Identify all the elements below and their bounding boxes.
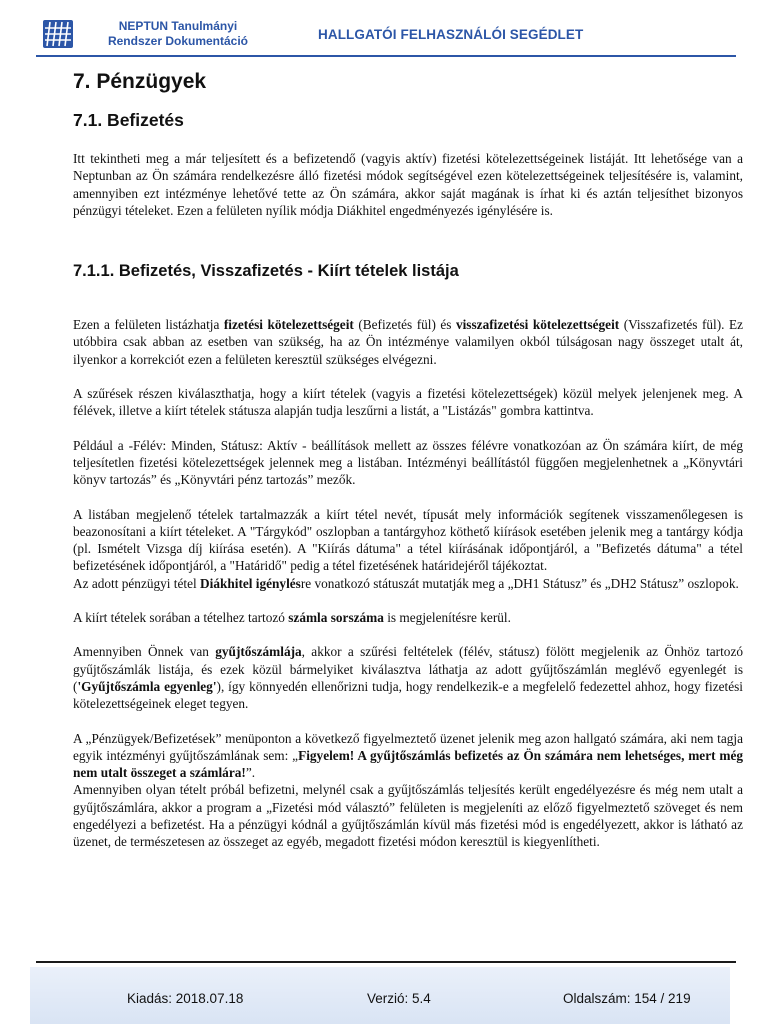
text-run: A kiírt tételek sorában a tételhez tartozó [73, 610, 289, 626]
page-content [73, 64, 743, 851]
version-number: Verzió: 5.4 [367, 991, 431, 1006]
paragraph-payment-mode: Amennyiben olyan tételt próbál befizetni, melynél csak a gyűjtőszámlás teljesítés került engedélyezésre és még nem utalt a gyűjtőszámlára, akkor a program a „Fizetési mód választó” felületen is megjeleníti az előző figyelmeztető szöveget és nem engedélyezi a befizetést. Ha a pénzügyi kódnál a gyűjtőszámlán kívül más fizetési mód is engedélyezett, akkor is látható az üzenet, de természetesen az összeget az egyéb, megadott fizetési módon keresztül is kiegyenlítheti. [73, 782, 743, 850]
intro-paragraph: Itt tekintheti meg a már teljesített és a befizetendő (vagyis aktív) fizetési kötelezettségeinek listáját. Itt lehetősége van a Neptunban az Ön számára rendelkezésre álló fizetési módok segítségével ezen kötelezettségeinek teljesítésére is, valamint, amennyiben ezt intézménye lehetővé tette az Ön számára, akkor saját magának is írhat ki és aztán teljesíthet bizonyos pénzügyi tételeket. Ezen a felületen nyílik módja Diákhitel engedményezés igénylésére is. [73, 151, 743, 218]
issue-date: Kiadás: 2018.07.18 [127, 991, 244, 1006]
paragraph-warning [73, 730, 743, 782]
text-run: ), így könnyedén ellenőrizni tudja, hogy rendelkezik-e a megfelelő fedezettel ahhoz, hogy fizetési kötelezettségeinek eleget tegyen. [73, 678, 743, 712]
bold-text: számla sorszáma [288, 610, 384, 626]
paragraph-filters: A szűrések részen kiválaszthatja, hogy a kiírt tételek (vagyis a fizetési kötelezettségek) közül melyek jelenjenek meg. A félévek, illetve a kiírt tételek státusza alapján tudja leszűrni a listát, a "Listázás" gombra kattintva. [73, 386, 743, 419]
text-run: (Visszafizetés fül). Ez utóbbira csak abban az esetben van szükség, ha az Ön intézménye valamilyen okból túlságosan nagy összeget utalt át, ilyenkor a korrekciót ezen a felületen keresztül szükséges elvégezni. [73, 317, 743, 367]
bold-text: Diákhitel igénylés [200, 575, 301, 591]
paragraph-columns: A listában megjelenő tételek tartalmazzák a kiírt tétel nevét, típusát mely információk segítenek visszamenőlegesen is beazonosítani a kiírt tételeket. A "Tárgykód" oszlopban a tantárgyhoz köthető kiírások esetében jelenik meg a tantárgy kódja (pl. Ismételt Vizsga díj kiírása esetén). A "Kiírás dátuma" a tétel kiírásának időpontjáról, a "Befizetés dátuma" a tétel befizetésének időpontjáról, a "Határidő" pedig a tétel fizetésének határidejéről tájékoztat. [73, 506, 743, 574]
bold-text: visszafizetési kötelezettségeit [455, 317, 620, 333]
footer-divider [36, 961, 736, 963]
bold-text: gyűjtőszámlája [215, 644, 302, 660]
neptun-logo-icon [42, 19, 74, 49]
page-footer [30, 967, 730, 1024]
text-run: , akkor a szűrési feltételek (félév, státusz) fölött megjelenik az Önhöz tartozó gyűjtőszámlák listája, és ezek közül bármelyiket kiválasztva láthatja az adott gyűjtőszámlán meglévő egyenlegét is ( [73, 644, 744, 694]
paragraph-invoice [73, 609, 743, 626]
text-run: is megjelenítésre kerül. [383, 610, 511, 626]
paragraph-listing [73, 316, 743, 368]
text-run: ”. [245, 765, 256, 781]
text-run: Ezen a felületen listázhatja [73, 317, 224, 333]
page-number: Oldalszám: 154 / 219 [563, 991, 691, 1006]
text-run: Amennyiben Önnek van [73, 644, 216, 660]
text-run: Az adott pénzügyi tétel [73, 575, 201, 591]
paragraph-dh-status [73, 575, 743, 592]
bold-text: 'Gyűjtőszámla egyenleg' [77, 678, 217, 694]
bold-text: Figyelem! A gyűjtőszámlás befizetés az Ön számára nem lehetséges, mert még nem utalt összeget a számlára! [73, 747, 744, 781]
page-header [0, 0, 770, 62]
text-run: re vonatkozó státuszát mutatják meg a „DH1 Státusz” és „DH2 Státusz” oszlopok. [300, 575, 739, 591]
bold-text: fizetési kötelezettségeit [223, 317, 354, 333]
brand-name [88, 19, 268, 49]
header-divider [36, 55, 736, 57]
text-run: A „Pénzügyek/Befizetések” menüponton a következő figyelmeztető üzenet jelenik meg azon hallgató számára, aki nem tagja egyik intézményi gyűjtőszámlának sem: „ [73, 730, 743, 763]
paragraph-example: Például a -Félév: Minden, Státusz: Aktív - beállítások mellett az összes félévre vonatkozóan az Ön számára kiírt, de még teljesítetlen fizetési kötelezettségek jelennek meg a listában. Intézményi beállítástól függően megjelenhetnek a „Könyvtári könyv tartozás” és „Könyvtári pénz tartozás” mezők. [73, 437, 743, 488]
subsection-heading: 7.1.1. Befizetés, Visszafizetés - Kiírt tételek listája [73, 262, 459, 281]
section-heading: 7.1. Befizetés [73, 110, 184, 130]
brand-line-1: NEPTUN Tanulmányi [118, 19, 238, 33]
document-title: HALLGATÓI FELHASZNÁLÓI SEGÉDLET [318, 27, 584, 42]
text-run: (Befizetés fül) és [353, 317, 456, 333]
brand-line-2: Rendszer Dokumentáció [107, 34, 249, 48]
chapter-heading: 7. Pénzügyek [73, 70, 207, 93]
paragraph-collection-account [73, 643, 743, 712]
